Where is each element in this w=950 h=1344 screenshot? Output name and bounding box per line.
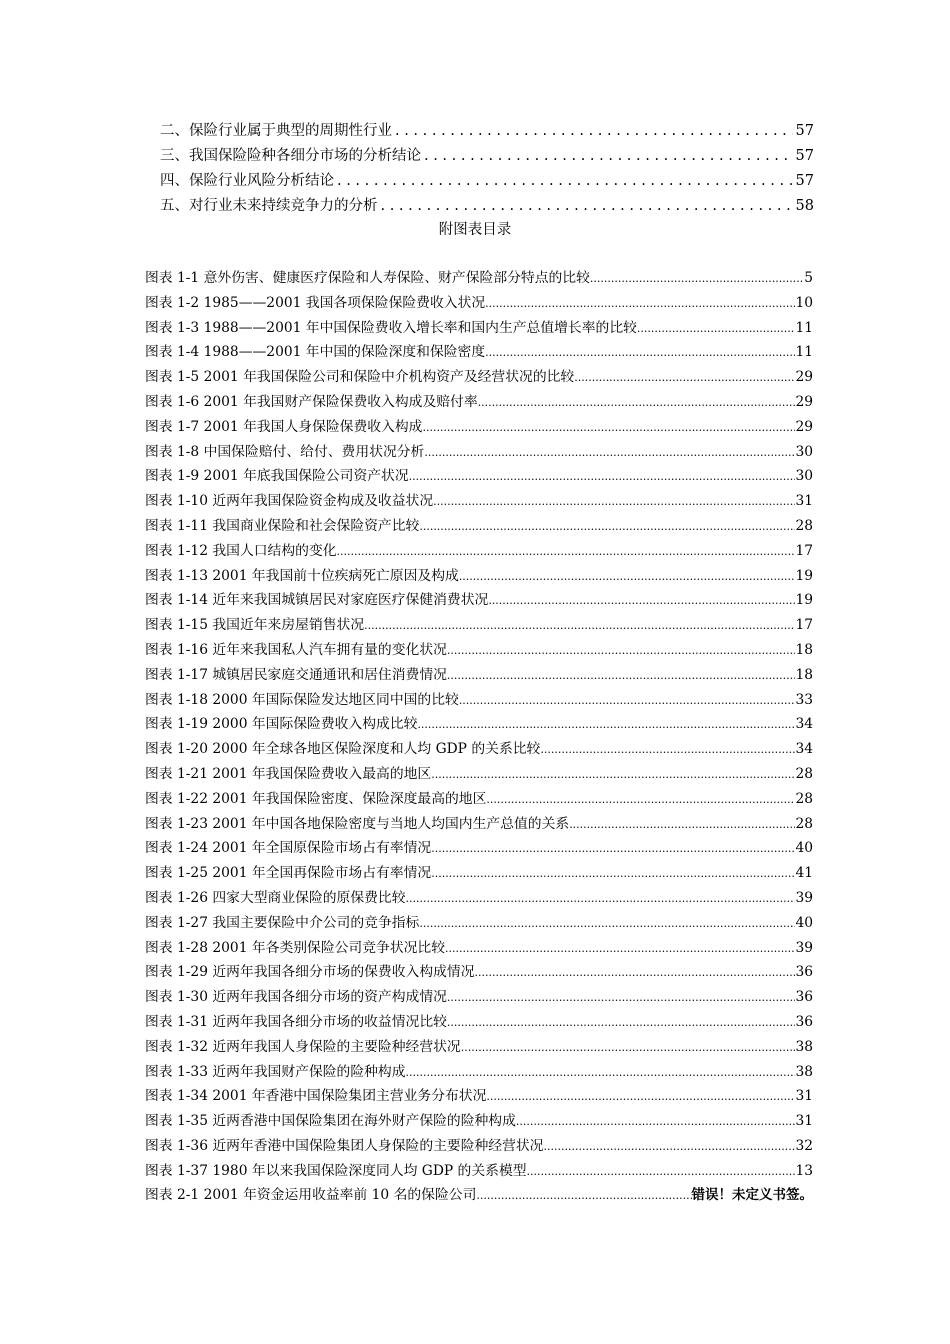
toc-entry[interactable]: [160, 194, 814, 219]
figure-entry-page: 错误！未定义书签。: [691, 1187, 813, 1204]
figure-toc-entry[interactable]: [145, 340, 813, 365]
figure-entry-page: 17: [795, 617, 813, 634]
figure-entry-page: 38: [795, 1038, 813, 1055]
figure-toc-entry[interactable]: [145, 489, 813, 514]
figure-entry-page: 18: [795, 666, 813, 683]
figure-toc-entry[interactable]: [145, 812, 813, 837]
figure-entry-page: 30: [795, 443, 813, 460]
dot-leader: [433, 495, 795, 508]
figure-toc-entry[interactable]: [145, 663, 813, 688]
figure-entry-title: 图表 1-12 我国人口结构的变化: [145, 542, 337, 559]
dot-leader: [406, 1066, 796, 1079]
toc-entry-title: 五、对行业未来持续竞争力的分析: [160, 198, 378, 214]
dot-leader: [476, 1189, 691, 1202]
figure-entry-title: 图表 1-21 2001 年我国保险费收入最高的地区: [145, 765, 432, 782]
dot-leader: [417, 718, 795, 731]
toc-entry-page: 57: [795, 123, 814, 139]
figure-toc-entry[interactable]: [145, 1159, 813, 1184]
figure-entry-page: 11: [795, 344, 813, 361]
figure-toc-entry[interactable]: [145, 613, 813, 638]
figure-entry-title: 图表 1-31 近两年我国各细分市场的收益情况比较: [145, 1013, 447, 1030]
dot-leader: [447, 1016, 796, 1029]
figure-entry-page: 36: [795, 1013, 813, 1030]
dot-leader: [447, 669, 796, 682]
figure-entry-page: 40: [795, 840, 813, 857]
dot-leader: [447, 644, 796, 657]
figure-toc-entry[interactable]: [145, 316, 813, 341]
figure-entry-page: 13: [795, 1162, 813, 1179]
figure-toc-entry[interactable]: [145, 762, 813, 787]
figure-entry-title: 图表 1-22 2001 年我国保险密度、保险深度最高的地区: [145, 790, 487, 807]
toc-entry-page: 57: [795, 148, 814, 164]
figure-entry-title: 图表 1-14 近年来我国城镇居民对家庭医疗保健消费状况: [145, 592, 489, 609]
figure-toc-entry[interactable]: [145, 588, 813, 613]
dot-leader: [485, 297, 795, 310]
figure-toc-entry[interactable]: [145, 1060, 813, 1085]
dot-leader: [406, 892, 796, 905]
figure-toc-entry[interactable]: [145, 390, 813, 415]
figure-toc-entry[interactable]: [145, 836, 813, 861]
figure-toc-entry[interactable]: [145, 415, 813, 440]
figure-entry-page: 10: [795, 294, 813, 311]
figure-toc-entry[interactable]: [145, 464, 813, 489]
dot-leader: [516, 1115, 796, 1128]
toc-entry-title: 二、保险行业属于典型的周期性行业: [160, 123, 392, 139]
dot-leader: [461, 1041, 796, 1054]
figure-entry-title: 图表 1-25 2001 年全国再保险市场占有率情况: [145, 865, 432, 882]
figure-toc-entry[interactable]: [145, 539, 813, 564]
figure-entry-title: 图表 1-1 意外伤害、健康医疗保险和人寿保险、财产保险部分特点的比较: [145, 270, 590, 286]
figure-toc-entry[interactable]: [145, 638, 813, 663]
dot-leader: [486, 793, 795, 806]
dot-leader: [419, 520, 795, 533]
figure-entry-title: 图表 1-13 2001 年我国前十位疾病死亡原因及构成: [145, 567, 459, 584]
figure-entry-title: 图表 1-4 1988——2001 年中国的保险深度和保险密度: [145, 344, 486, 361]
figure-entry-page: 28: [795, 517, 813, 534]
dot-leader: [569, 818, 795, 831]
figure-entry-title: 图表 1-32 近两年我国人身保险的主要险种经营状况: [145, 1038, 461, 1055]
dot-leader: [475, 966, 796, 979]
figure-entry-page: 11: [795, 319, 813, 336]
figure-entry-title: 图表 1-3 1988——2001 年中国保险费收入增长率和国内生产总值增长率的比较: [145, 319, 637, 336]
dot-leader: [395, 123, 793, 139]
figure-entry-page: 38: [795, 1063, 813, 1080]
figure-entry-page: 34: [795, 716, 813, 733]
dot-leader: [431, 867, 795, 880]
figure-entry-page: 41: [795, 865, 813, 882]
dot-leader: [381, 198, 793, 214]
dot-leader: [540, 743, 795, 756]
figure-entry-page: 31: [795, 1088, 813, 1105]
figure-entry-title: 图表 1-2 1985——2001 我国各项保险保险费收入状况: [145, 294, 486, 311]
figure-toc-entry[interactable]: [145, 1035, 813, 1060]
dot-leader: [424, 148, 793, 164]
figure-toc-entry[interactable]: [145, 1010, 813, 1035]
figure-entry-title: 图表 2-1 2001 年资金运用收益率前 10 名的保险公司: [145, 1187, 477, 1204]
figure-toc-entry[interactable]: [145, 1084, 813, 1109]
figure-entry-title: 图表 1-11 我国商业保险和社会保险资产比较: [145, 517, 420, 534]
figure-toc-entry[interactable]: [145, 1109, 813, 1134]
section-toc-list: [160, 119, 814, 219]
figure-entry-title: 图表 1-18 2000 年国际保险发达地区同中国的比较: [145, 691, 459, 708]
toc-entry[interactable]: [160, 169, 814, 194]
figure-entry-page: 19: [795, 592, 813, 609]
figure-entry-title: 图表 1-8 中国保险赔付、给付、费用状况分析: [145, 443, 425, 460]
figure-entry-page: 28: [795, 790, 813, 807]
dot-leader: [409, 470, 796, 483]
figure-entry-title: 图表 1-26 四家大型商业保险的原保费比较: [145, 889, 406, 906]
dot-leader: [422, 421, 795, 434]
figures-toc-list: [145, 266, 813, 1208]
figure-entry-page: 29: [795, 369, 813, 386]
toc-entry[interactable]: [160, 119, 814, 144]
figure-entry-title: 图表 1-28 2001 年各类别保险公司竞争状况比较: [145, 939, 446, 956]
dot-leader: [485, 346, 795, 359]
figure-entry-page: 29: [795, 393, 813, 410]
dot-leader: [486, 1090, 795, 1103]
figure-entry-page: 17: [795, 542, 813, 559]
dot-leader: [337, 545, 796, 558]
figure-entry-title: 图表 1-33 近两年我国财产保险的险种构成: [145, 1063, 406, 1080]
figures-toc-heading: 附图表目录: [438, 222, 512, 238]
dot-leader: [445, 942, 795, 955]
figure-toc-entry[interactable]: [145, 291, 813, 316]
figure-entry-page: 28: [795, 815, 813, 832]
figure-toc-entry[interactable]: [145, 688, 813, 713]
figure-toc-entry[interactable]: [145, 365, 813, 390]
dot-leader: [527, 1165, 796, 1178]
dot-leader: [431, 768, 795, 781]
figure-entry-title: 图表 1-17 城镇居民家庭交通通讯和居住消费情况: [145, 666, 447, 683]
figure-entry-page: 33: [795, 691, 813, 708]
figure-toc-entry[interactable]: [145, 564, 813, 589]
figure-entry-title: 图表 1-37 1980 年以来我国保险深度同人均 GDP 的关系模型: [145, 1162, 527, 1179]
figure-entry-page: 30: [795, 468, 813, 485]
figure-toc-entry[interactable]: [145, 737, 813, 762]
dot-leader: [574, 371, 795, 384]
figure-entry-title: 图表 1-23 2001 年中国各地保险密度与当地人均国内生产总值的关系: [145, 815, 570, 832]
figure-entry-page: 29: [795, 418, 813, 435]
figure-toc-entry[interactable]: [145, 911, 813, 936]
dot-leader: [431, 842, 795, 855]
figure-entry-page: 40: [795, 914, 813, 931]
dot-leader: [419, 917, 795, 930]
figure-entry-page: 19: [795, 567, 813, 584]
figure-entry-title: 图表 1-34 2001 年香港中国保险集团主营业务分布状况: [145, 1088, 487, 1105]
toc-entry-title: 四、保险行业风险分析结论: [160, 173, 334, 189]
figure-toc-entry[interactable]: [145, 985, 813, 1010]
dot-leader: [459, 694, 796, 707]
figure-entry-page: 5: [804, 270, 813, 286]
dot-leader: [459, 570, 796, 583]
dot-leader: [424, 446, 795, 459]
dot-leader: [447, 991, 796, 1004]
dot-leader: [590, 272, 804, 285]
figure-entry-title: 图表 1-36 近两年香港中国保险集团人身保险的主要险种经营状况: [145, 1137, 544, 1154]
figure-entry-page: 28: [795, 765, 813, 782]
figure-entry-title: 图表 1-19 2000 年国际保险费收入构成比较: [145, 716, 418, 733]
toc-entry-page: 58: [795, 198, 814, 214]
figure-entry-title: 图表 1-35 近两香港中国保险集团在海外财产保险的险种构成: [145, 1113, 516, 1130]
figure-entry-title: 图表 1-5 2001 年我国保险公司和保险中介机构资产及经营状况的比较: [145, 369, 575, 386]
figure-entry-page: 39: [795, 889, 813, 906]
figure-entry-page: 34: [795, 741, 813, 758]
figure-entry-title: 图表 1-15 我国近年来房屋销售状况: [145, 617, 365, 634]
toc-entry-title: 三、我国保险险种各细分市场的分析结论: [160, 148, 421, 164]
figure-entry-title: 图表 1-9 2001 年底我国保险公司资产状况: [145, 468, 409, 485]
figure-toc-entry[interactable]: [145, 861, 813, 886]
dot-leader: [543, 1140, 795, 1153]
figure-toc-entry[interactable]: [145, 266, 813, 291]
figure-entry-title: 图表 1-27 我国主要保险中介公司的竞争指标: [145, 914, 420, 931]
figure-entry-page: 32: [795, 1137, 813, 1154]
figure-toc-entry[interactable]: [145, 1134, 813, 1159]
dot-leader: [488, 594, 795, 607]
figure-entry-page: 31: [795, 493, 813, 510]
dot-leader: [478, 396, 796, 409]
figure-toc-entry[interactable]: [145, 886, 813, 911]
figure-entry-title: 图表 1-16 近年来我国私人汽车拥有量的变化状况: [145, 641, 447, 658]
figure-entry-title: 图表 1-7 2001 年我国人身保险保费收入构成: [145, 418, 423, 435]
figure-entry-title: 图表 1-29 近两年我国各细分市场的保费收入构成情况: [145, 964, 475, 981]
toc-entry-page: 57: [795, 173, 814, 189]
figure-entry-page: 39: [795, 939, 813, 956]
dot-leader: [364, 619, 795, 632]
figure-entry-title: 图表 1-20 2000 年全球各地区保险深度和人均 GDP 的关系比较: [145, 741, 541, 758]
figure-entry-title: 图表 1-30 近两年我国各细分市场的资产构成情况: [145, 989, 447, 1006]
figure-entry-page: 36: [795, 964, 813, 981]
figure-toc-entry[interactable]: [145, 1183, 813, 1208]
toc-entry[interactable]: [160, 144, 814, 169]
figure-toc-entry[interactable]: [145, 514, 813, 539]
dot-leader: [637, 322, 796, 335]
figure-entry-page: 36: [795, 989, 813, 1006]
figure-entry-page: 18: [795, 641, 813, 658]
figure-toc-entry[interactable]: [145, 440, 813, 465]
dot-leader: [337, 173, 793, 189]
figure-entry-title: 图表 1-10 近两年我国保险资金构成及收益状况: [145, 493, 434, 510]
figure-toc-entry[interactable]: [145, 960, 813, 985]
figure-toc-entry[interactable]: [145, 787, 813, 812]
figure-entry-title: 图表 1-24 2001 年全国原保险市场占有率情况: [145, 840, 432, 857]
figure-entry-title: 图表 1-6 2001 年我国财产保险保费收入构成及赔付率: [145, 393, 478, 410]
figure-toc-entry[interactable]: [145, 936, 813, 961]
figure-toc-entry[interactable]: [145, 712, 813, 737]
figure-entry-page: 31: [795, 1113, 813, 1130]
